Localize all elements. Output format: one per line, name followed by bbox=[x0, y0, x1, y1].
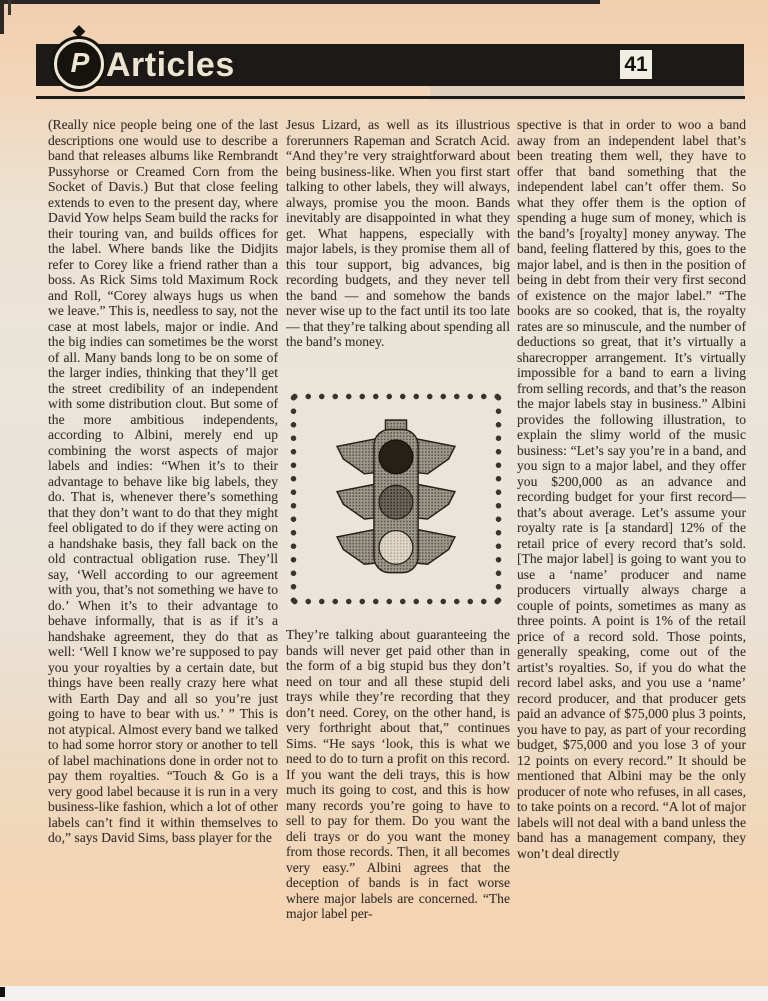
dotted-border-bottom bbox=[288, 596, 504, 607]
scan-edge-bottom-mark bbox=[0, 987, 5, 997]
article-column-2-top: Jesus Lizard, as well as its illustrious forerunners Rapeman and Scratch Acid. “And they’re very straightforward about being business-like. When you first start talking to other labels, they will always, always, promise you the moon. Bands inevitably are disappointed in what they get. What happens, especially with major labels, is they promise them all of this tour support, big advances, big recording budgets, and they never tell the band — and somehow the bands never wise up to the fact until its too late — that they’re talking about spending all the band’s money. bbox=[286, 117, 510, 349]
header-rule bbox=[36, 96, 745, 99]
scan-edge-top bbox=[0, 0, 600, 4]
header-bar bbox=[36, 44, 744, 86]
traffic-light-icon bbox=[330, 419, 462, 579]
article-column-1: (Really nice people being one of the last descriptions one would use to describe a band that releases albums like Rembrandt Pussyhorse or Creamed Corn from the Socket of Davis.) But that close feeling extends to even to the present day, where David Yow helps Seam build the racks for their touring van, and builds offices for the label. Where bands like the Didjits refer to Corey like a friend rather than a boss. As Rick Sims told Maximum Rock and Roll, “Corey always hugs us when we leave.” This is, needless to say, not the case at most labels, major or indie. And the big indies can sometimes be the worst of all. Many bands long to be on some of the larger indies, thinking that they’ll get the street credibility of an independent with some distribution clout. But some of the more ambitious independents, according to Albini, merely end up combining the worst aspects of major labels and indies: “When it’s to their advantage to behave like big labels, they do. That is, whenever there’s something that they don’t want to do that they might feel obligated to do if they were acting on a handshake basis, they fall back on the old contractual obligation ruse. They’ll say, ‘Well according to our agreement with you, that’s not something we have to do.’ When it’s to their advantage to behave informally, that is as if it’s a handshake agreement, they do that as well: ‘Well I know we’re supposed to pay you your royalties by a certain date, but things have been really crazy here what with Earth Day and all so you’re just going to have to bear with us.’ ” This is not atypical. Almost every band we talked to had some horror story or another to tell of label machinations done in order not to pay them royalties. “Touch & Go is a very good label because it is run in a very business-like fashion, which a lot of other labels can’t find it within themselves to do,” says David Sims, bass player for the bbox=[48, 117, 278, 845]
scan-edge-bottom bbox=[0, 986, 768, 1001]
page-number: 41 bbox=[624, 52, 648, 76]
section-title: Articles bbox=[106, 46, 235, 84]
dotted-border-top bbox=[288, 391, 504, 402]
logo-letter: P bbox=[70, 47, 90, 78]
page-number-badge bbox=[620, 50, 652, 79]
article-column-2-bottom: They’re talking about guaranteeing the bands will never get paid other than in the form of a big stupid bus they don’t need on tour and all these stupid deli trays while they’re recording that they don’t need. Corey, on the other hand, is very forthright about that,” continues Sims. “He says ‘look, this is what we need to do to turn a profit on this record. If you want the deli trays, this is how much its going to cost, and this is how many records you’re going to have to sell to pay for them. Do you want the deli trays or do you want the money from those records. Then, it all becomes very easy.” Albini agrees that the deception of bands is in fact worse where major labels are concerned. “The major label per- bbox=[286, 627, 510, 921]
logo-flame-icon bbox=[73, 25, 86, 38]
scan-edge-smudge bbox=[0, 0, 4, 34]
figure-frame bbox=[287, 390, 505, 608]
scan-edge-tick bbox=[8, 0, 11, 15]
article-column-3: spective is that in order to woo a band away from an independent label that’s been treating them well, they have to offer that band something that the independent label can’t offer them. So what they offer them is the option of spending a huge sum of money, which is the band’s [royalty] money anyway. The band, feeling flattered by this, goes to the major label, and is then in the position of being in debt from their very first second of existence on the major label.” “The books are so cooked, that is, the royalty rates are so minuscule, and the number of deductions so great, that it’s virtually a sharecropper arrangement. It’s virtually impossible for a band to earn a living from selling records, and that’s the reason the major labels stay in business.” Albini provides the following illustration, to explain the slimy world of the music business: “Let’s say you’re in a band, and you sign to a major label, and they offer you $200,000 as an advance and recording budget for your first record—that’s about average. Let’s assume your royalty rate is [a standard] 12% of the retail price of every record that’s sold. [The major label] is going to want you to use a ‘name’ producer and name producers virtually always charge a couple of points, sometimes as many as three points. A point is 1% of the retail price of a record sold. Those points, generally speaking, come out of the artist’s royalties. So, if you do what the record label asks, and you use a ‘name’ record producer, and that producer gets paid an advance of $75,000 plus 3 points, you have to pay, as part of your recording budget, $75,000 and you lose 3 of your 12 points on every record.” It should be mentioned that Albini may be the only producer of note who refuses, in all cases, to take points on a record. “A lot of major labels will not deal with a band unless the band has a management company, they won’t deal directly bbox=[517, 117, 746, 861]
magazine-logo bbox=[54, 39, 104, 89]
dotted-border-left bbox=[288, 391, 299, 607]
dotted-border-right bbox=[493, 391, 504, 607]
